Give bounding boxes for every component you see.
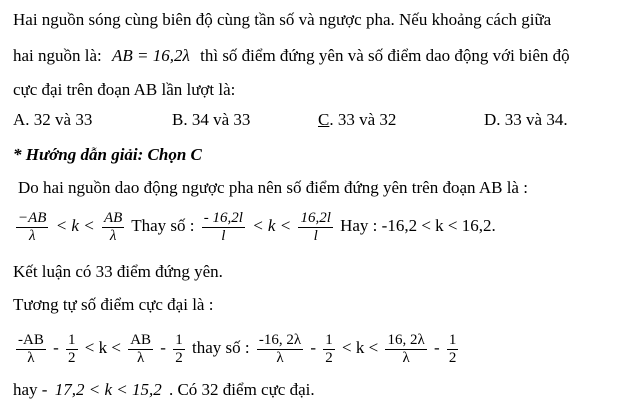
equation-2 [13, 328, 461, 368]
distance-formula: AB = 16,2λ [112, 46, 190, 65]
fraction-substituted-lower [257, 332, 303, 367]
option-a-letter: A. [13, 110, 30, 129]
fraction-denominator: λ [28, 227, 36, 244]
solution-line-4 [13, 380, 315, 400]
fraction-minus-ab-over-lambda [16, 332, 46, 367]
substitute-label: Thay số : [131, 216, 195, 235]
fraction-one-half [323, 332, 335, 367]
fraction-numerator: AB [130, 331, 152, 348]
option-d-letter: D. [484, 110, 501, 129]
option-c-letter: C [318, 110, 330, 129]
option-a [13, 110, 92, 130]
fraction-numerator: -AB [18, 331, 44, 348]
minus-sign: - [53, 338, 59, 357]
fraction-numerator: −AB [18, 209, 47, 226]
option-b-letter: B. [172, 110, 188, 129]
option-c-text: 33 và 32 [337, 110, 397, 129]
fraction-denominator: l [221, 227, 226, 244]
fraction-denominator: λ [109, 227, 117, 244]
fraction-numerator: 1 [325, 331, 333, 348]
fraction-numerator: 16, 2λ [387, 331, 425, 348]
option-c-dot: . [329, 110, 334, 129]
question-line-2-suffix: thì số điểm đứng yên và số điểm dao động với biên độ [200, 46, 570, 65]
fraction-one-half [173, 332, 185, 367]
solution-line-1: Do hai nguồn dao động ngược pha nên số điểm đứng yên trên đoạn AB là : [18, 178, 528, 197]
fraction-denominator: 2 [175, 349, 183, 366]
substitute-label: thay số : [191, 338, 250, 357]
result-text: Hay : -16,2 < k < 16,2. [340, 216, 496, 235]
option-d [484, 110, 568, 130]
fraction-denominator: λ [27, 349, 35, 366]
question-line-1: Hai nguồn sóng cùng biên độ cùng tần số và ngược pha. Nếu khoảng cách giữa [13, 10, 552, 29]
option-a-text: 32 và 33 [33, 110, 93, 129]
minus-sign: - [160, 338, 166, 357]
inequality: < k < [252, 216, 292, 235]
option-d-text: 33 và 34. [504, 110, 568, 129]
inequality: < k < [55, 216, 95, 235]
line-4-suffix: . Có 32 điểm cực đại. [168, 380, 315, 399]
fraction-denominator: λ [402, 349, 410, 366]
fraction-numerator: 16,2l [300, 209, 331, 226]
fraction-numerator: 1 [175, 331, 183, 348]
minus-sign: - [310, 338, 317, 357]
fraction-denominator: λ [136, 349, 145, 366]
fraction-ab-over-lambda [128, 332, 153, 367]
solution-line-3: Tương tự số điểm cực đại là : [13, 295, 214, 314]
equation-1 [13, 206, 496, 246]
line-4-prefix: hay - [13, 380, 48, 399]
fraction-numerator: 1 [448, 331, 457, 348]
fraction-numerator: AB [103, 209, 123, 226]
option-b-text: 34 và 33 [191, 110, 251, 129]
fraction-numerator: -16, 2λ [258, 331, 302, 348]
fraction-numerator: - 16,2l [203, 209, 243, 226]
option-b [172, 110, 250, 130]
fraction-denominator: 2 [448, 349, 457, 366]
question-line-3: cực đại trên đoạn AB lần lượt là: [13, 80, 236, 99]
minus-sign: - [434, 338, 440, 357]
line-4-formula: 17,2 < k < 15,2 [54, 380, 162, 399]
fraction-denominator: λ [276, 349, 284, 366]
fraction-ab-over-lambda [102, 210, 124, 245]
fraction-substituted-upper [385, 332, 426, 367]
inequality: < k < [342, 338, 379, 357]
solution-line-2: Kết luận có 33 điểm đứng yên. [13, 262, 223, 281]
fraction-denominator: 2 [325, 349, 333, 366]
solution-heading: * Hướng dẫn giải: Chọn C [13, 145, 202, 164]
fraction-denominator: l [313, 227, 318, 244]
fraction-denominator: 2 [68, 349, 76, 366]
fraction-substituted-lower [202, 210, 245, 245]
fraction-substituted-upper [298, 210, 332, 245]
option-c [318, 110, 396, 130]
question-line-2-prefix: hai nguồn là: [13, 46, 102, 65]
question-line-2 [13, 46, 570, 66]
fraction-one-half [66, 332, 78, 367]
fraction-one-half [447, 332, 459, 367]
fraction-minus-ab-over-lambda [16, 210, 48, 245]
inequality: < k < [84, 338, 121, 357]
fraction-numerator: 1 [68, 331, 76, 348]
